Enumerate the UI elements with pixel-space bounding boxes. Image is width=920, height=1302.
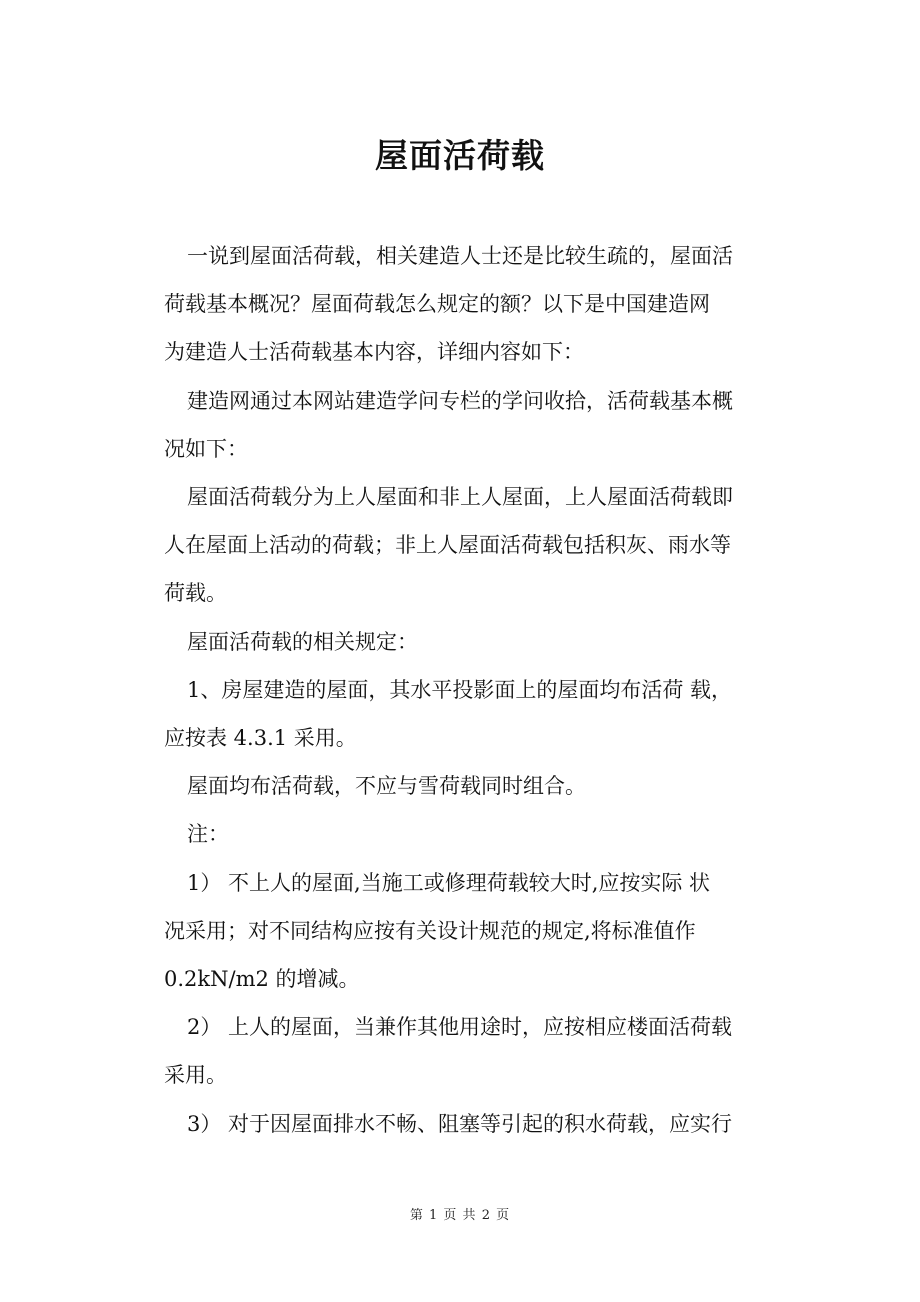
paragraph-line: 荷载基本概况？屋面荷载怎么规定的额？以下是中国建造网 <box>164 292 710 317</box>
paragraph-line: 注： <box>187 822 229 847</box>
paragraph-note-heading <box>164 810 804 858</box>
paragraph-line: 3） 对于因屋面排水不畅、阻塞等引起的积水荷载，应实行 <box>187 1111 733 1136</box>
paragraph-line: 1、房屋建造的屋面，其水平投影面上的屋面均布活荷 载， <box>187 677 733 702</box>
paragraph-line: 屋面活荷载的相关规定： <box>187 629 418 654</box>
paragraph-note-2 <box>164 1003 804 1099</box>
paragraph-line: 2） 上人的屋面，当兼作其他用途时，应按相应楼面活荷载 <box>187 1015 733 1040</box>
paragraph-line: 为建造人士活荷载基本内容，详细内容如下： <box>164 340 584 365</box>
paragraph-line: 荷载。 <box>164 581 227 606</box>
paragraph-rules-heading <box>164 618 804 666</box>
paragraph-line: 建造网通过本网站建造学问专栏的学问收拾，活荷载基本概 <box>187 388 733 413</box>
paragraph-line: 应按表 4.3.1 采用。 <box>164 726 357 751</box>
paragraph-overview <box>164 377 804 473</box>
paragraph-line: 况采用；对不同结构应按有关设计规范的规定,将标准值作 <box>164 918 696 943</box>
paragraph-note-3 <box>164 1100 804 1148</box>
page-number-footer: 第 1 页 共 2 页 <box>409 1208 511 1223</box>
paragraph-intro <box>164 232 804 377</box>
paragraph-line: 人在屋面上活动的荷载；非上人屋面活荷载包括积灰、雨水等 <box>164 533 731 558</box>
document-body <box>164 232 804 1148</box>
paragraph-line: 一说到屋面活荷载，相关建造人士还是比较生疏的，屋面活 <box>187 244 733 268</box>
paragraph-note-1 <box>164 859 804 1004</box>
paragraph-line: 采用。 <box>164 1063 227 1088</box>
paragraph-classification <box>164 473 804 618</box>
paragraph-line: 0.2kN/m2 的增减。 <box>164 967 360 992</box>
paragraph-line: 屋面均布活荷载，不应与雪荷载同时组合。 <box>187 774 586 799</box>
paragraph-line: 1） 不上人的屋面,当施工或修理荷载较大时,应按实际 状 <box>187 870 711 895</box>
paragraph-line: 况如下： <box>164 436 248 461</box>
paragraph-rule-1 <box>164 666 804 762</box>
paragraph-line: 屋面活荷载分为上人屋面和非上人屋面，上人屋面活荷载即 <box>187 485 733 510</box>
document-title: 屋面活荷载 <box>375 136 545 175</box>
paragraph-combination-rule <box>164 762 804 810</box>
